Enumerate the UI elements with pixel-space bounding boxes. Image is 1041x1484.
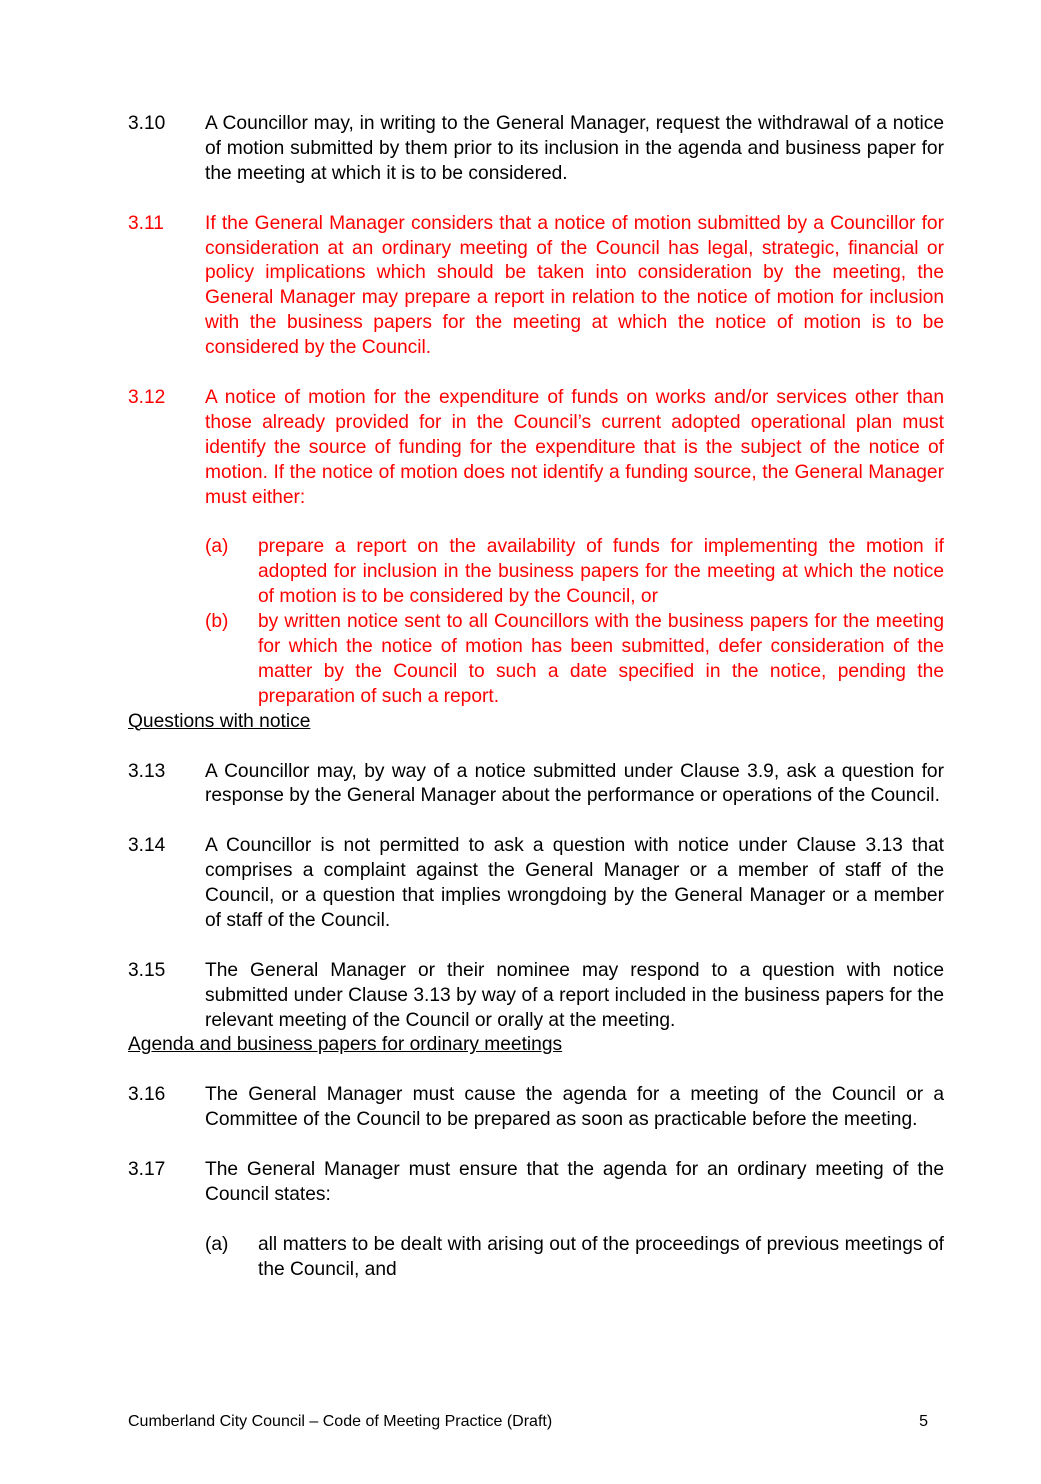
subclause-label: (b) — [205, 611, 229, 633]
clause-3-10 — [128, 112, 944, 187]
subclause-label: (a) — [205, 1233, 229, 1255]
subclause-text: by written notice sent to all Councillors with the business papers for the meeting for which the notice of motion has been submitted, defer consideration of the matter by the Council to such a date specified in the notice, pending the preparation of such a report. — [258, 611, 944, 707]
clause-3-14 — [128, 834, 944, 934]
clause-text: The General Manager must cause the agenda for a meeting of the Council or a Committee of the Council to be prepared as soon as practicable before the meeting. — [205, 1084, 944, 1131]
clause-number: 3.13 — [128, 760, 166, 782]
clause-text: The General Manager or their nominee may respond to a question with notice submitted under Clause 3.13 by way of a report included in the business papers for the relevant meeting of the Council or orally at the meeting. — [205, 959, 944, 1031]
clause-3-12 — [128, 386, 944, 511]
clause-text: A Councillor is not permitted to ask a question with notice under Clause 3.13 that comprises a complaint against the General Manager or a member of staff of the Council, or a question that implies wrongdoing by the General Manager or a member of staff of the Council. — [205, 835, 944, 931]
page-number: 5 — [919, 1413, 928, 1430]
clause-number: 3.12 — [128, 386, 166, 408]
clause-text: A notice of motion for the expenditure of funds on works and/or services other than those already provided for in the Council’s current adopted operational plan must identify the source of funding for the expenditure that is the subject of the notice of motion. If the notice of motion does not identify a funding source, the General Manager must either: — [205, 386, 944, 508]
clause-number: 3.16 — [128, 1084, 166, 1106]
clause-number: 3.11 — [128, 212, 164, 234]
subclause-label: (a) — [205, 536, 229, 558]
page-content — [128, 112, 944, 1282]
subclause-3-17-a — [205, 1233, 944, 1283]
clause-text: A Councillor may, in writing to the General Manager, request the withdrawal of a notice of motion submitted by them prior to its inclusion in the agenda and business paper for the meeting at which it is to be considered. — [205, 113, 944, 184]
clause-3-15 — [128, 959, 944, 1034]
clause-number: 3.10 — [128, 113, 166, 134]
subclause-text: all matters to be dealt with arising out of the proceedings of previous meetings of the Council, and — [258, 1233, 944, 1280]
clause-number: 3.14 — [128, 835, 166, 857]
clause-3-13 — [128, 760, 944, 810]
subclause-text: prepare a report on the availability of funds for implementing the motion if adopted for inclusion in the business papers for the meeting at which the notice of motion is to be considered by the Council, or — [258, 536, 944, 608]
section-heading-questions: Questions with notice — [128, 710, 311, 732]
clause-text: A Councillor may, by way of a notice submitted under Clause 3.9, ask a question for response by the General Manager about the performance or operations of the Council. — [205, 760, 944, 807]
clause-text: If the General Manager considers that a notice of motion submitted by a Councillor for consideration at an ordinary meeting of the Council has legal, strategic, financial or policy implications which should be taken into consideration by the meeting, the General Manager may prepare a report in relation to the notice of motion for inclusion with the business papers for the meeting at which the notice of motion is to be considered by the Council. — [205, 212, 944, 359]
footer-title: Cumberland City Council – Code of Meeting Practice (Draft) — [128, 1413, 553, 1430]
subclause-3-12-a — [205, 535, 944, 610]
subclause-3-12-b — [205, 610, 944, 710]
clause-3-16 — [128, 1083, 944, 1133]
clause-text: The General Manager must ensure that the agenda for an ordinary meeting of the Council states: — [205, 1158, 944, 1205]
clause-3-11 — [128, 212, 944, 361]
clause-3-17 — [128, 1158, 944, 1208]
page-footer — [128, 1412, 928, 1432]
clause-number: 3.17 — [128, 1158, 166, 1180]
clause-number: 3.15 — [128, 959, 166, 981]
section-heading-agenda: Agenda and business papers for ordinary meetings — [128, 1034, 563, 1056]
